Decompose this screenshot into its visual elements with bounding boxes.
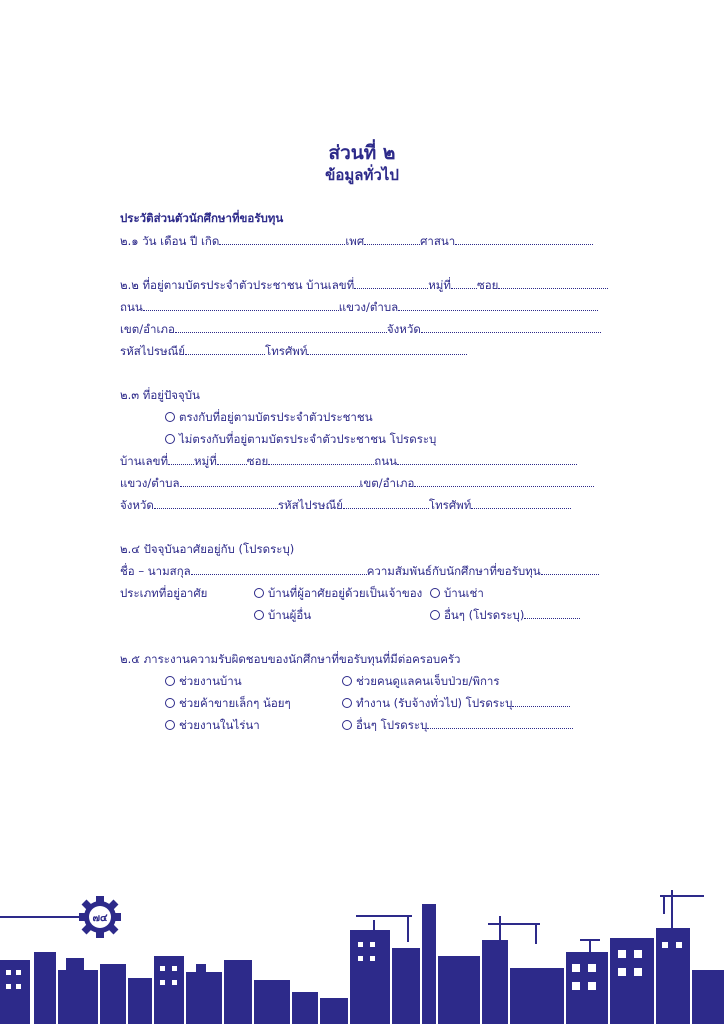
radio-icon[interactable] bbox=[430, 610, 440, 620]
row-2-1 bbox=[120, 234, 593, 248]
label-house-no: บ้านเลขที่ bbox=[120, 454, 169, 468]
field-postcode[interactable] bbox=[343, 498, 429, 509]
option-other-house[interactable] bbox=[254, 608, 311, 622]
option-same-address[interactable] bbox=[165, 410, 373, 424]
option-different-address[interactable] bbox=[165, 432, 436, 446]
option-label: ช่วยคนดูแลคนเจ็บป่วย/พิการ bbox=[356, 674, 500, 688]
city-skyline-illustration bbox=[0, 860, 724, 1024]
label-moo: หมู่ที่ bbox=[428, 278, 451, 292]
label-subdistrict: แขวง/ตำบล bbox=[338, 300, 399, 314]
field-road[interactable] bbox=[397, 454, 577, 465]
field-subdistrict[interactable] bbox=[180, 476, 360, 487]
radio-icon[interactable] bbox=[342, 676, 352, 686]
label-soi: ซอย bbox=[476, 278, 499, 292]
label-gender: เพศ bbox=[345, 234, 365, 248]
option-label: บ้านเช่า bbox=[444, 586, 484, 600]
heading-2-3: ๒.๓ ที่อยู่ปัจจุบัน bbox=[120, 388, 200, 402]
radio-icon[interactable] bbox=[430, 588, 440, 598]
label-postcode: รหัสไปรษณีย์ bbox=[120, 344, 186, 358]
label-birthdate: ๒.๑ วัน เดือน ปี เกิด bbox=[120, 234, 220, 248]
radio-icon[interactable] bbox=[165, 434, 175, 444]
option-label: ช่วยงานในไร่นา bbox=[179, 718, 260, 732]
label-district: เขต/อำเภอ bbox=[120, 322, 175, 336]
page-subtitle: ข้อมูลทั่วไป bbox=[325, 166, 399, 184]
option-owner-house[interactable] bbox=[254, 586, 422, 600]
option-farm-work[interactable] bbox=[165, 718, 260, 732]
field-other-specify[interactable] bbox=[524, 608, 580, 619]
option-label: ทำงาน (รับจ้างทั่วไป) โปรดระบุ bbox=[356, 696, 513, 710]
row-2-2b bbox=[120, 300, 598, 314]
label-relationship: ความสัมพันธ์กับนักศึกษาที่ขอรับทุน bbox=[366, 564, 541, 578]
page-number: ๗๔ bbox=[92, 913, 108, 924]
option-work[interactable] bbox=[342, 696, 570, 710]
heading-2-5: ๒.๕ ภาระงานความรับผิดชอบของนักศึกษาที่ขอรับทุนที่มีต่อครอบครัว bbox=[120, 652, 461, 666]
option-housework[interactable] bbox=[165, 674, 242, 688]
radio-icon[interactable] bbox=[342, 720, 352, 730]
label-fullname: ชื่อ – นามสกุล bbox=[120, 564, 191, 578]
field-house-no[interactable] bbox=[354, 278, 428, 289]
field-gender[interactable] bbox=[364, 234, 420, 245]
label-road: ถนน bbox=[374, 454, 397, 468]
radio-icon[interactable] bbox=[165, 720, 175, 730]
label-house-no: ๒.๒ ที่อยู่ตามบัตรประจำตัวประชาชน บ้านเลขที่ bbox=[120, 278, 355, 292]
field-fullname[interactable] bbox=[191, 564, 367, 575]
field-phone[interactable] bbox=[307, 344, 467, 355]
field-province[interactable] bbox=[421, 322, 601, 333]
label-residence-type: ประเภทที่อยู่อาศัย bbox=[120, 586, 208, 600]
option-label: อื่นๆ (โปรดระบุ) bbox=[444, 608, 525, 622]
option-label: ตรงกับที่อยู่ตามบัตรประจำตัวประชาชน bbox=[179, 410, 373, 424]
field-work-specify[interactable] bbox=[512, 696, 570, 707]
option-other-specify[interactable] bbox=[430, 608, 580, 622]
radio-icon[interactable] bbox=[342, 698, 352, 708]
row-2-3a bbox=[120, 454, 577, 468]
row-2-3c bbox=[120, 498, 571, 512]
option-label: อื่นๆ โปรดระบุ bbox=[356, 718, 428, 732]
section-heading: ประวัติส่วนตัวนักศึกษาที่ขอรับทุน bbox=[120, 211, 284, 225]
label-subdistrict: แขวง/ตำบล bbox=[120, 476, 180, 490]
option-label: บ้านที่ผู้อาศัยอยู่ด้วยเป็นเจ้าของ bbox=[268, 586, 423, 600]
row-2-3b bbox=[120, 476, 594, 490]
label-moo: หมู่ที่ bbox=[194, 454, 217, 468]
field-relationship[interactable] bbox=[541, 564, 599, 575]
field-birthdate[interactable] bbox=[219, 234, 345, 245]
radio-icon[interactable] bbox=[165, 412, 175, 422]
option-small-trade[interactable] bbox=[165, 696, 291, 710]
row-2-2d bbox=[120, 344, 467, 358]
label-province: จังหวัด bbox=[120, 498, 154, 512]
field-road[interactable] bbox=[143, 300, 339, 311]
option-label: ช่วยงานบ้าน bbox=[179, 674, 242, 688]
radio-icon[interactable] bbox=[254, 610, 264, 620]
field-moo[interactable] bbox=[217, 454, 247, 465]
label-district: เขต/อำเภอ bbox=[359, 476, 415, 490]
row-2-2c bbox=[120, 322, 601, 336]
row-2-4a bbox=[120, 564, 599, 578]
option-other-duty[interactable] bbox=[342, 718, 573, 732]
field-other-duty[interactable] bbox=[427, 718, 573, 729]
label-religion: ศาสนา bbox=[420, 234, 456, 248]
option-caregiver[interactable] bbox=[342, 674, 500, 688]
page-title: ส่วนที่ ๒ bbox=[328, 142, 396, 164]
label-phone: โทรศัพท์ bbox=[265, 344, 308, 358]
option-label: ไม่ตรงกับที่อยู่ตามบัตรประจำตัวประชาชน โปรดระบุ bbox=[179, 432, 437, 446]
label-road: ถนน bbox=[120, 300, 143, 314]
row-2-2a bbox=[120, 278, 608, 292]
radio-icon[interactable] bbox=[165, 698, 175, 708]
field-district[interactable] bbox=[414, 476, 594, 487]
field-province[interactable] bbox=[154, 498, 278, 509]
option-rented-house[interactable] bbox=[430, 586, 484, 600]
field-subdistrict[interactable] bbox=[398, 300, 598, 311]
radio-icon[interactable] bbox=[254, 588, 264, 598]
field-house-no[interactable] bbox=[168, 454, 194, 465]
field-postcode[interactable] bbox=[185, 344, 265, 355]
label-postcode: รหัสไปรษณีย์ bbox=[277, 498, 343, 512]
field-soi[interactable] bbox=[268, 454, 374, 465]
field-soi[interactable] bbox=[498, 278, 608, 289]
option-label: ช่วยค้าขายเล็กๆ น้อยๆ bbox=[179, 696, 291, 710]
field-moo[interactable] bbox=[451, 278, 477, 289]
option-label: บ้านผู้อื่น bbox=[268, 608, 312, 622]
label-phone: โทรศัพท์ bbox=[428, 498, 472, 512]
field-religion[interactable] bbox=[455, 234, 593, 245]
label-soi: ซอย bbox=[246, 454, 269, 468]
heading-2-4: ๒.๔ ปัจจุบันอาศัยอยู่กับ (โปรดระบุ) bbox=[120, 542, 295, 556]
field-district[interactable] bbox=[175, 322, 387, 333]
radio-icon[interactable] bbox=[165, 676, 175, 686]
field-phone[interactable] bbox=[471, 498, 571, 509]
label-province: จังหวัด bbox=[386, 322, 421, 336]
